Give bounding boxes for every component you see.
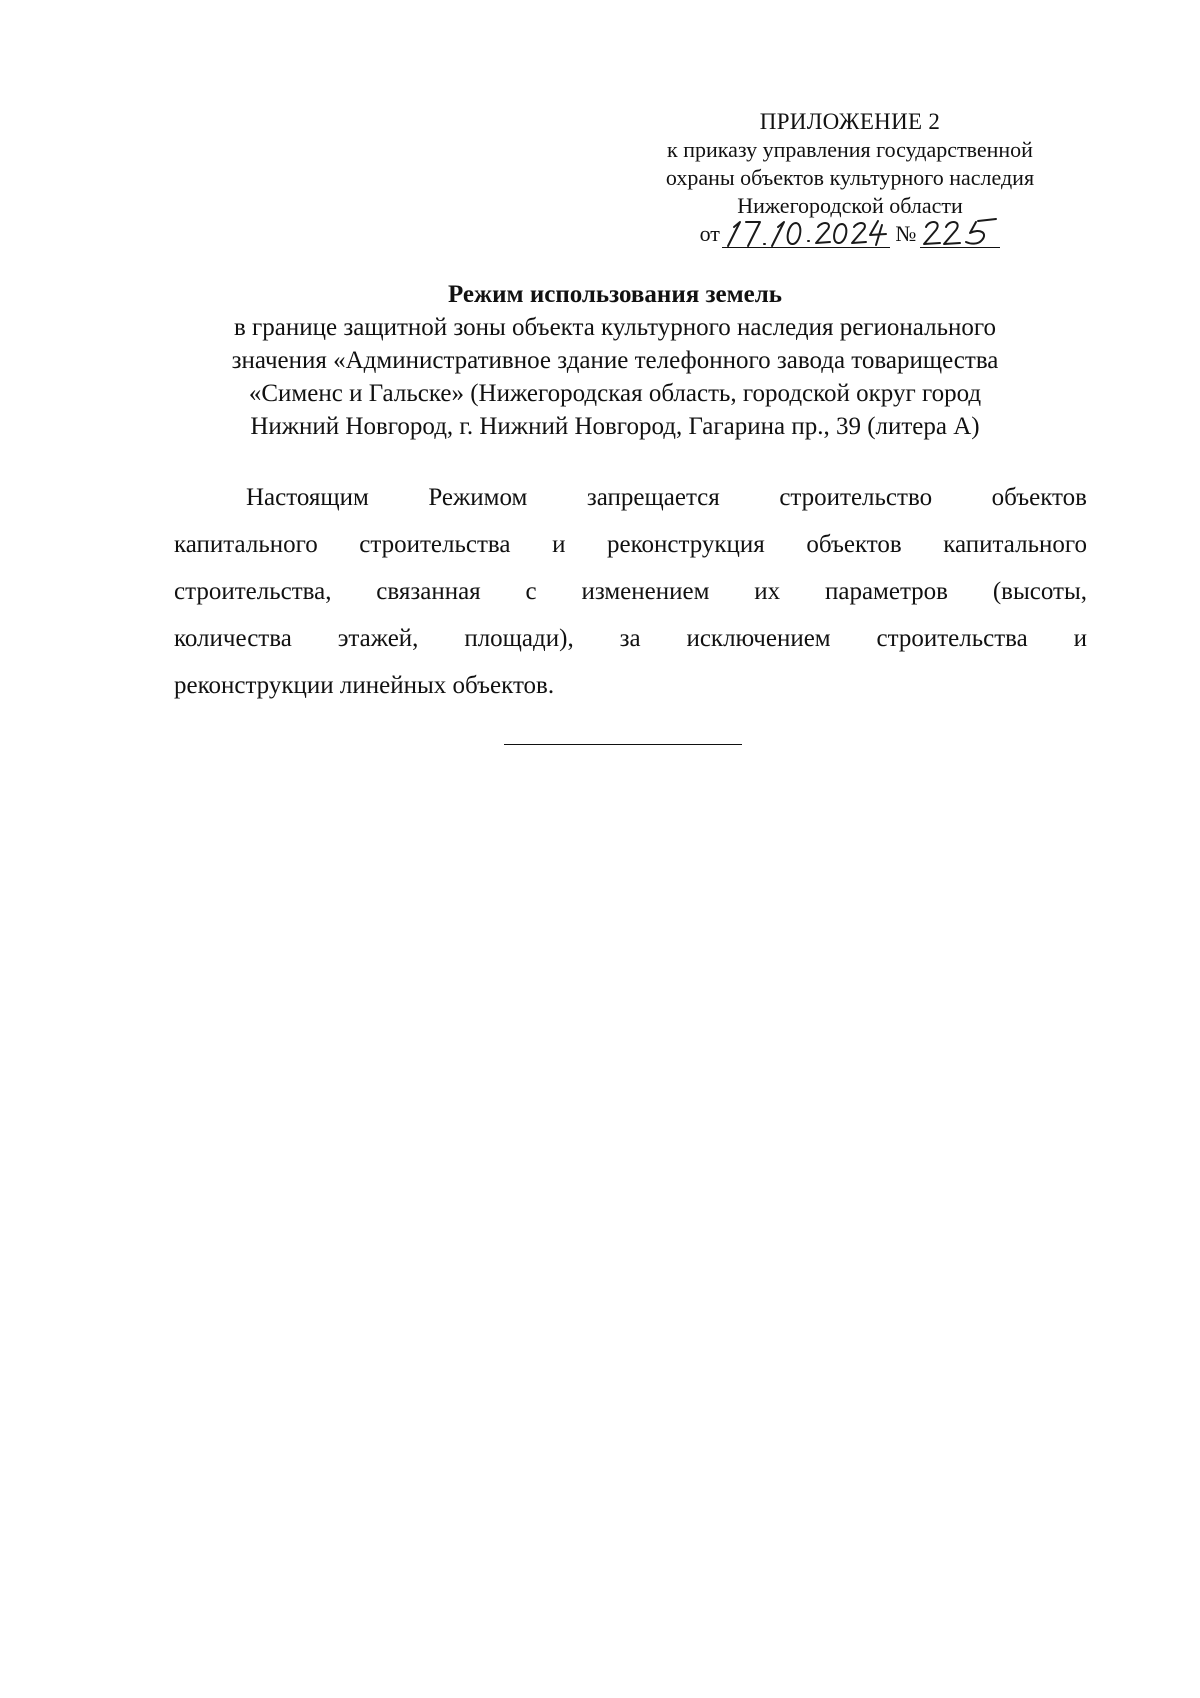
body-word: строительства — [876, 625, 1028, 652]
body-word: за — [619, 625, 641, 652]
title-line-3: «Сименс и Гальске» (Нижегородская область, городской округ город — [248, 380, 982, 407]
appendix-line-1: к приказу управления государственной — [667, 137, 1033, 162]
body-word: Настоящим — [246, 484, 369, 511]
end-divider — [504, 744, 742, 745]
body-line-4 — [174, 615, 1087, 662]
body-line-1 — [174, 474, 1087, 521]
body-word: площади), — [464, 625, 574, 652]
document-title: Режим использования земель — [447, 281, 783, 308]
body-paragraph — [174, 474, 1087, 709]
body-word: (высоты, — [992, 578, 1087, 605]
body-word: количества — [174, 625, 292, 652]
title-line-4: Нижний Новгород, г. Нижний Новгород, Гагарина пр., 39 (литера А) — [250, 413, 980, 440]
body-word: и — [1073, 625, 1087, 652]
body-word: строительства, — [174, 578, 332, 605]
body-word: Режимом — [428, 484, 528, 511]
body-line-5 — [174, 662, 1087, 709]
handwritten-date-signature-icon — [722, 213, 890, 249]
body-word: и — [552, 531, 566, 558]
body-word: исключением — [686, 625, 831, 652]
appendix-line-3: Нижегородской области — [737, 193, 963, 218]
body-word: капитального — [174, 531, 318, 558]
body-word: строительства — [359, 531, 511, 558]
body-line-3 — [174, 568, 1087, 615]
body-word: связанная — [376, 578, 481, 605]
appendix-title: ПРИЛОЖЕНИЕ 2 — [759, 109, 941, 134]
handwritten-number — [920, 221, 1000, 248]
title-block — [120, 278, 1110, 443]
number-sign: № — [895, 221, 917, 246]
body-word: реконструкции линейных объектов. — [174, 672, 555, 699]
body-word: этажей, — [337, 625, 419, 652]
body-line-2 — [174, 521, 1087, 568]
body-word: объектов — [806, 531, 902, 558]
body-word: параметров — [824, 578, 948, 605]
title-line-2: значения «Административное здание телефонного завода товарищества — [231, 347, 999, 374]
body-word: их — [754, 578, 781, 605]
handwritten-number-signature-icon — [920, 213, 1000, 249]
body-word: реконструкция — [607, 531, 765, 558]
body-word: с — [525, 578, 537, 605]
body-word: капитального — [943, 531, 1087, 558]
handwritten-date — [722, 221, 890, 248]
date-prefix: от — [699, 221, 720, 246]
body-word: запрещается — [586, 484, 720, 511]
appendix-line-2: охраны объектов культурного наследия — [665, 165, 1035, 190]
body-word: изменением — [581, 578, 710, 605]
order-date-line — [600, 220, 1100, 250]
body-word: строительство — [779, 484, 933, 511]
body-word: объектов — [991, 484, 1087, 511]
appendix-header — [600, 108, 1100, 250]
title-line-1: в границе защитной зоны объекта культурного наследия регионального — [233, 314, 997, 341]
